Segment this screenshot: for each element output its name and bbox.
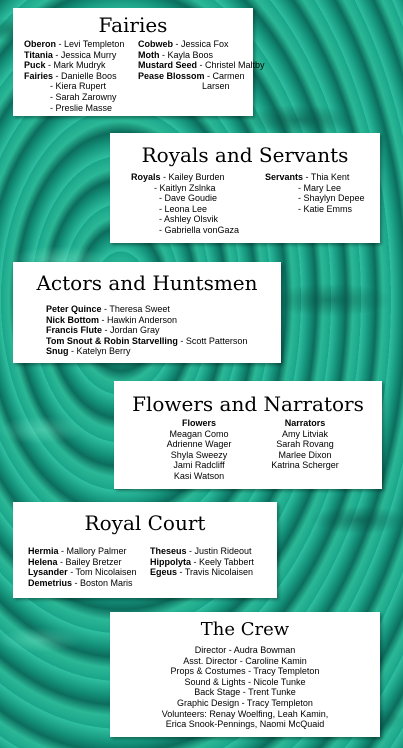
cast-line: Nick Bottom - Hawkin Anderson — [46, 314, 178, 325]
crew-line: Back Stage - Trent Tunke — [194, 687, 296, 698]
fairies-left-column — [24, 39, 124, 113]
flowers-column — [154, 418, 244, 482]
actors-column — [46, 304, 247, 357]
royals-title: Royals and Servants — [141, 143, 349, 167]
crew-title: The Crew — [200, 619, 290, 640]
cast-line: Meagan Como — [169, 428, 229, 439]
cast-line: Francis Flute - Jordan Gray — [46, 325, 160, 336]
fairies-card — [13, 8, 265, 116]
cast-line: - Gabriella vonGaza — [159, 224, 240, 235]
cast-line: - Sarah Zarowny — [50, 91, 117, 102]
fairies-right-column — [138, 39, 265, 92]
cast-line: Snug - Katelyn Berry — [46, 346, 131, 357]
cast-line: - Preslie Masse — [50, 102, 113, 113]
cast-line: Moth - Kayla Boos — [138, 49, 214, 60]
cast-line: Tom Snout & Robin Starvelling - Scott Patterson — [46, 335, 248, 346]
cast-line: Kasi Watson — [173, 470, 225, 481]
crew-line: Props & Costumes - Tracy Templeton — [170, 666, 320, 677]
cast-line: Royals - Kailey Burden — [131, 172, 225, 182]
cast-line: Puck - Mark Mudryk — [24, 60, 106, 71]
cast-line: Titania - Jessica Murry — [24, 49, 117, 60]
crew-line: Volunteers: Renay Woelfing, Leah Kamin, — [161, 708, 329, 719]
cast-line: Adrienne Wager — [166, 439, 232, 450]
cast-line: - Leona Lee — [159, 203, 208, 214]
royals-card — [110, 133, 380, 243]
cast-line: Pease Blossom - Carmen — [138, 70, 245, 81]
cast-line: Hippolyta - Keely Tabbert — [150, 556, 254, 567]
crew-line: Graphic Design - Tracy Templeton — [177, 697, 313, 708]
flowers-title: Flowers and Narrators — [132, 392, 364, 416]
cast-line: Oberon - Levi Templeton — [24, 39, 125, 49]
cast-line: - Kaitlyn Zslnka — [154, 182, 216, 193]
cast-line: Larsen — [202, 81, 230, 92]
crew-line: Erica Snook-Pennings, Naomi McQuaid — [165, 719, 325, 730]
narrators-column — [260, 418, 350, 471]
cast-line: Lysander - Tom Nicolaisen — [28, 567, 137, 578]
cast-line: Helena - Bailey Bretzer — [28, 556, 122, 567]
cast-line: Jami Radcliff — [173, 460, 225, 471]
actors-title: Actors and Huntsmen — [36, 271, 258, 295]
fairies-title: Fairies — [98, 13, 168, 37]
cast-line: Hermia - Mallory Palmer — [28, 546, 127, 556]
crew-card — [110, 612, 380, 737]
cast-line: Fairies - Danielle Boos — [24, 70, 117, 81]
court-left-column — [28, 546, 137, 588]
actors-card — [13, 262, 281, 363]
cast-line: - Shaylyn Depee — [298, 193, 365, 204]
cast-line: Cobweb - Jessica Fox — [138, 39, 229, 49]
cast-line: Egeus - Travis Nicolaisen — [150, 567, 254, 578]
cast-line: Shyla Sweezy — [170, 449, 228, 460]
column-heading: Flowers — [181, 418, 216, 428]
court-card — [13, 502, 277, 598]
cast-line: Mustard Seed - Christel Maltby — [138, 60, 265, 71]
cast-line: Sarah Rovang — [276, 439, 334, 450]
cast-line: - Dave Goudie — [159, 193, 218, 204]
cast-line: - Katie Emms — [298, 203, 353, 214]
cast-line: - Mary Lee — [298, 182, 342, 193]
cast-line: Theseus - Justin Rideout — [150, 546, 252, 556]
cast-line: Amy Litviak — [281, 428, 328, 439]
court-right-column — [150, 546, 254, 578]
flowers-card — [114, 381, 382, 489]
cast-line: Servants - Thia Kent — [265, 172, 350, 182]
crew-column — [110, 645, 380, 730]
cast-line: Katrina Scherger — [271, 460, 339, 471]
column-heading: Narrators — [284, 418, 326, 428]
royals-right-column — [265, 172, 365, 214]
cast-line: Demetrius - Boston Maris — [28, 577, 133, 588]
crew-line: Director - Audra Bowman — [194, 645, 296, 655]
cast-line: - Ashley Olsvik — [159, 214, 219, 225]
cast-line: - Kiera Rupert — [50, 81, 107, 92]
court-title: Royal Court — [84, 511, 206, 535]
cast-line: Peter Quince - Theresa Sweet — [46, 304, 170, 314]
crew-line: Asst. Director - Caroline Kamin — [183, 655, 307, 666]
crew-line: Sound & Lights - Nicole Tunke — [184, 676, 306, 687]
cast-line: Marlee Dixon — [278, 449, 332, 460]
royals-left-column — [131, 172, 239, 236]
